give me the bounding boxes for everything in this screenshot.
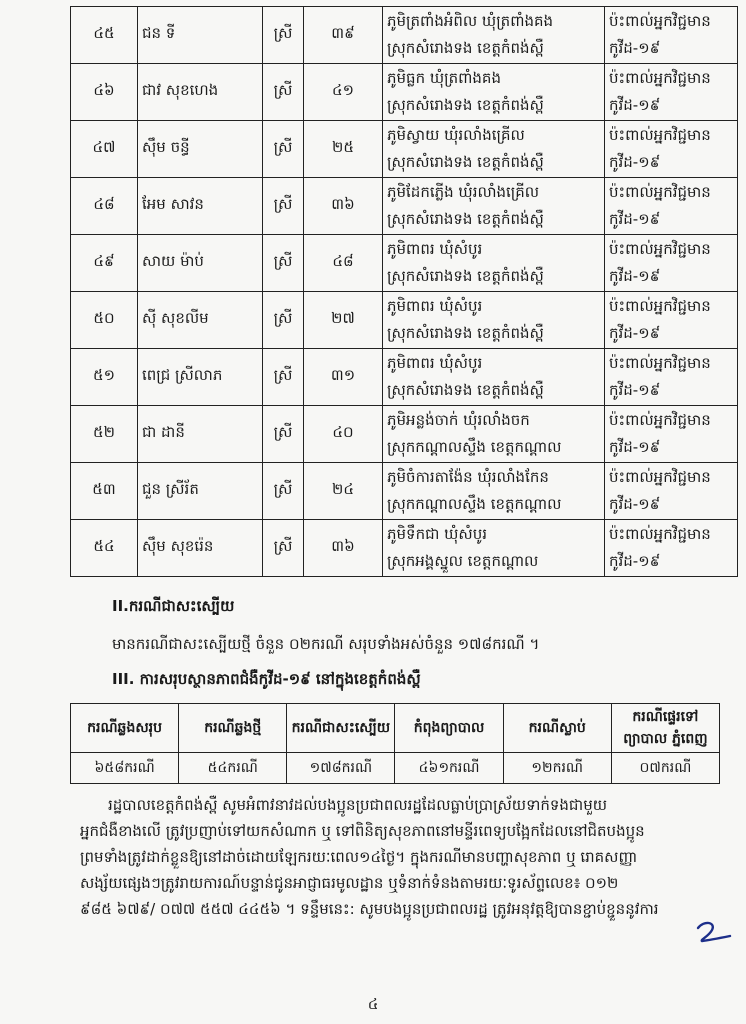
address-line: ភូមិដែកភ្លើង ឃុំរលាំងគ្រើល — [387, 183, 540, 201]
case-sex: ស្រី — [263, 64, 304, 121]
notice-line: ៩៨៥ ៦៧៩/ ០៧៧ ៥៥៧ ៤៤៥៦ ។ ទន្ទឹមនេះ: សូមបងប្អូនប្រជាពលរដ្ឋ ត្រូវអនុវត្តឱ្យបានខ្ជាប់ខ្ជួននូវការ — [80, 900, 659, 918]
note-line: កូវីដ-១៩ — [609, 96, 661, 114]
case-number: ៥៣ — [71, 463, 138, 520]
note-line: ប៉ះពាល់អ្នកវិជ្ជមាន — [609, 297, 711, 315]
note-line: ប៉ះពាល់អ្នកវិជ្ជមាន — [609, 354, 711, 372]
note-line: កូវីដ-១៩ — [609, 381, 661, 399]
table-row — [71, 178, 738, 235]
handwritten-mark-icon — [694, 920, 734, 944]
case-note — [605, 292, 738, 349]
address-line: ភូមិពាពរ ឃុំសំបូរ — [387, 240, 483, 258]
case-age: ២៥ — [304, 121, 383, 178]
case-age: ៣១ — [304, 349, 383, 406]
address-line: ស្រុកសំរោងទង ខេត្តកំពង់ស្ពឺ — [387, 96, 544, 114]
note-line: កូវីដ-១៩ — [609, 552, 661, 570]
case-name: សាយ ម៉ាប់ — [138, 235, 263, 292]
case-list-table — [70, 6, 738, 577]
note-line: ប៉ះពាល់អ្នកវិជ្ជមាន — [609, 525, 711, 543]
address-line: ភូមិធ្លក ឃុំត្រពាំងគង — [387, 69, 501, 87]
note-line: ប៉ះពាល់អ្នកវិជ្ជមាន — [609, 183, 711, 201]
case-address — [383, 64, 605, 121]
case-name: ជាវ សុខហេង — [138, 64, 263, 121]
case-age: ២៤ — [304, 463, 383, 520]
address-line: ស្រុកសំរោងទង ខេត្តកំពង់ស្ពឺ — [387, 153, 544, 171]
note-line: កូវីដ-១៩ — [609, 39, 661, 57]
case-age: ៤០ — [304, 406, 383, 463]
case-note — [605, 349, 738, 406]
case-sex: ស្រី — [263, 121, 304, 178]
note-line: កូវីដ-១៩ — [609, 267, 661, 285]
case-age: ៣៦ — [304, 520, 383, 577]
case-address — [383, 235, 605, 292]
case-age: ៣៦ — [304, 178, 383, 235]
note-line: ប៉ះពាល់អ្នកវិជ្ជមាន — [609, 69, 711, 87]
case-name: ជួន ស្រីរ័ត — [138, 463, 263, 520]
case-address — [383, 121, 605, 178]
summary-value: ៦៥៨ករណី — [71, 753, 179, 784]
note-line: កូវីដ-១៩ — [609, 324, 661, 342]
case-number: ៤៩ — [71, 235, 138, 292]
table-row — [71, 7, 738, 64]
case-number: ៤៥ — [71, 7, 138, 64]
note-line: ប៉ះពាល់អ្នកវិជ្ជមាន — [609, 12, 711, 30]
summary-header: កំពុងព្យាបាល — [395, 704, 503, 753]
section-2-heading: II.ករណីជាសះស្បើយ — [112, 597, 235, 615]
case-note — [605, 178, 738, 235]
address-line: ស្រុកសំរោងទង ខេត្តកំពង់ស្ពឺ — [387, 39, 544, 57]
case-address — [383, 7, 605, 64]
address-line: ភូមិទឹកជា ឃុំសំបូរ — [387, 525, 487, 543]
case-name: ស៊ឹម ចន្ធី — [138, 121, 263, 178]
case-sex: ស្រី — [263, 292, 304, 349]
note-line: កូវីដ-១៩ — [609, 210, 661, 228]
summary-header: ករណីជាសះស្បើយ — [287, 704, 395, 753]
case-note — [605, 64, 738, 121]
case-note — [605, 235, 738, 292]
summary-header: ករណីផ្ទេរទៅ ព្យាបាល ភ្នំពេញ — [611, 704, 719, 753]
table-row — [71, 520, 738, 577]
note-line: ប៉ះពាល់អ្នកវិជ្ជមាន — [609, 411, 711, 429]
summary-value: ១៧៨ករណី — [287, 753, 395, 784]
address-line: ភូមិអន្លង់ចាក់ ឃុំរលាំងចក — [387, 411, 530, 429]
case-age: ៤១ — [304, 64, 383, 121]
notice-paragraph — [80, 792, 720, 922]
case-number: ៤៦ — [71, 64, 138, 121]
table-row — [71, 463, 738, 520]
case-sex: ស្រី — [263, 463, 304, 520]
case-name: អែម សាវន — [138, 178, 263, 235]
case-sex: ស្រី — [263, 178, 304, 235]
page-number: ៤ — [367, 995, 379, 1013]
case-note — [605, 406, 738, 463]
address-line: ភូមិពាពរ ឃុំសំបូរ — [387, 297, 483, 315]
address-line: ភូមិពាពរ ឃុំសំបូរ — [387, 354, 483, 372]
note-line: កូវីដ-១៩ — [609, 153, 661, 171]
notice-line: រដ្ឋបាលខេត្តកំពង់ស្ពឺ សូមអំពាវនាវដល់បងប្អូនប្រជាពលរដ្ឋដែលធ្លាប់ប្រាស្រ័យទាក់ទងជាមួយ — [108, 796, 608, 814]
case-number: ៤៧ — [71, 121, 138, 178]
case-sex: ស្រី — [263, 7, 304, 64]
case-age: ៣៩ — [304, 7, 383, 64]
table-row — [71, 64, 738, 121]
case-address — [383, 406, 605, 463]
notice-line: សង្ស័យផ្សេងៗត្រូវរាយការណ៍បន្ទាន់ជូនអាជ្ញាធរមូលដ្ឋាន ឬទំនាក់ទំនងតាមរយៈទូរស័ព្ទលេខ៖ ០១២ — [80, 874, 619, 892]
address-line: ស្រុកអង្គស្នួល ខេត្តកណ្ដាល — [387, 552, 539, 570]
address-line: ស្រុកសំរោងទង ខេត្តកំពង់ស្ពឺ — [387, 324, 544, 342]
address-line: ស្រុកសំរោងទង ខេត្តកំពង់ស្ពឺ — [387, 381, 544, 399]
section-2-text: មានករណីជាសះស្បើយថ្មី ចំនួន ០២ករណី សរុបទាំងអស់ចំនួន ១៧៨ករណី ។ — [112, 635, 540, 653]
note-line: ប៉ះពាល់អ្នកវិជ្ជមាន — [609, 240, 711, 258]
case-address — [383, 349, 605, 406]
case-number: ៥០ — [71, 292, 138, 349]
table-row — [71, 406, 738, 463]
case-age: ៤៨ — [304, 235, 383, 292]
case-note — [605, 7, 738, 64]
case-sex: ស្រី — [263, 406, 304, 463]
case-number: ៥២ — [71, 406, 138, 463]
summary-value: ០៧ករណី — [611, 753, 719, 784]
case-address — [383, 178, 605, 235]
summary-header: ករណីស្លាប់ — [503, 704, 611, 753]
address-line: ស្រុកសំរោងទង ខេត្តកំពង់ស្ពឺ — [387, 210, 544, 228]
notice-line: អ្នកជំងឺខាងលើ ត្រូវប្រញាប់ទៅយកសំណាក ឬ ទៅពិនិត្យសុខភាពនៅមន្ទីរពេទ្យបង្អែកដែលនៅជិតបងប្អូន — [80, 822, 645, 840]
address-line: ភូមិត្រពាំងអំពិល ឃុំត្រពាំងគង — [387, 12, 554, 30]
case-note — [605, 463, 738, 520]
case-name: ជា ដានី — [138, 406, 263, 463]
summary-header: ករណីឆ្លងសរុប — [71, 704, 179, 753]
case-address — [383, 520, 605, 577]
case-age: ២៧ — [304, 292, 383, 349]
case-number: ៥១ — [71, 349, 138, 406]
table-row — [71, 121, 738, 178]
case-sex: ស្រី — [263, 520, 304, 577]
case-address — [383, 292, 605, 349]
notice-line: ព្រមទាំងត្រូវដាក់ខ្លួនឱ្យនៅដាច់ដោយឡែករយៈពេល១៤ថ្ងៃ។ ក្នុងករណីមានបញ្ហាសុខភាព ឬ រោគសញ្ញា — [80, 848, 638, 866]
table-row — [71, 349, 738, 406]
case-sex: ស្រី — [263, 349, 304, 406]
case-name: ពេជ្រ ស្រីលាភ — [138, 349, 263, 406]
address-line: ភូមិស្វាយ ឃុំរលាំងគ្រើល — [387, 126, 525, 144]
table-row — [71, 292, 738, 349]
section-3-heading: III. ការសរុបស្ថានភាពជំងឺកូវីដ-១៩ នៅក្នុងខេត្តកំពង់ស្ពឺ — [112, 670, 421, 688]
case-name: ស៊ឹម សុខរ៉េន — [138, 520, 263, 577]
case-name: ស៊ី សុខលីម — [138, 292, 263, 349]
case-number: ៤៨ — [71, 178, 138, 235]
table-row — [71, 235, 738, 292]
case-sex: ស្រី — [263, 235, 304, 292]
address-line: ស្រុកសំរោងទង ខេត្តកំពង់ស្ពឺ — [387, 267, 544, 285]
summary-table — [70, 703, 720, 784]
summary-value: ៤៦១ករណី — [395, 753, 503, 784]
summary-header: ករណីឆ្លងថ្មី — [179, 704, 287, 753]
case-address — [383, 463, 605, 520]
case-note — [605, 121, 738, 178]
address-line: ស្រុកកណ្ដាលស្ទឹង ខេត្តកណ្ដាល — [387, 495, 562, 513]
note-line: កូវីដ-១៩ — [609, 495, 661, 513]
address-line: ភូមិចំការតាង៉ែន ឃុំរលាំងកែន — [387, 468, 549, 486]
note-line: ប៉ះពាល់អ្នកវិជ្ជមាន — [609, 468, 711, 486]
note-line: ប៉ះពាល់អ្នកវិជ្ជមាន — [609, 126, 711, 144]
note-line: កូវីដ-១៩ — [609, 438, 661, 456]
case-note — [605, 520, 738, 577]
summary-value: ១២ករណី — [503, 753, 611, 784]
address-line: ស្រុកកណ្ដាលស្ទឹង ខេត្តកណ្ដាល — [387, 438, 562, 456]
case-number: ៥៤ — [71, 520, 138, 577]
case-name: ជន ទី — [138, 7, 263, 64]
summary-value: ៥៤ករណី — [179, 753, 287, 784]
